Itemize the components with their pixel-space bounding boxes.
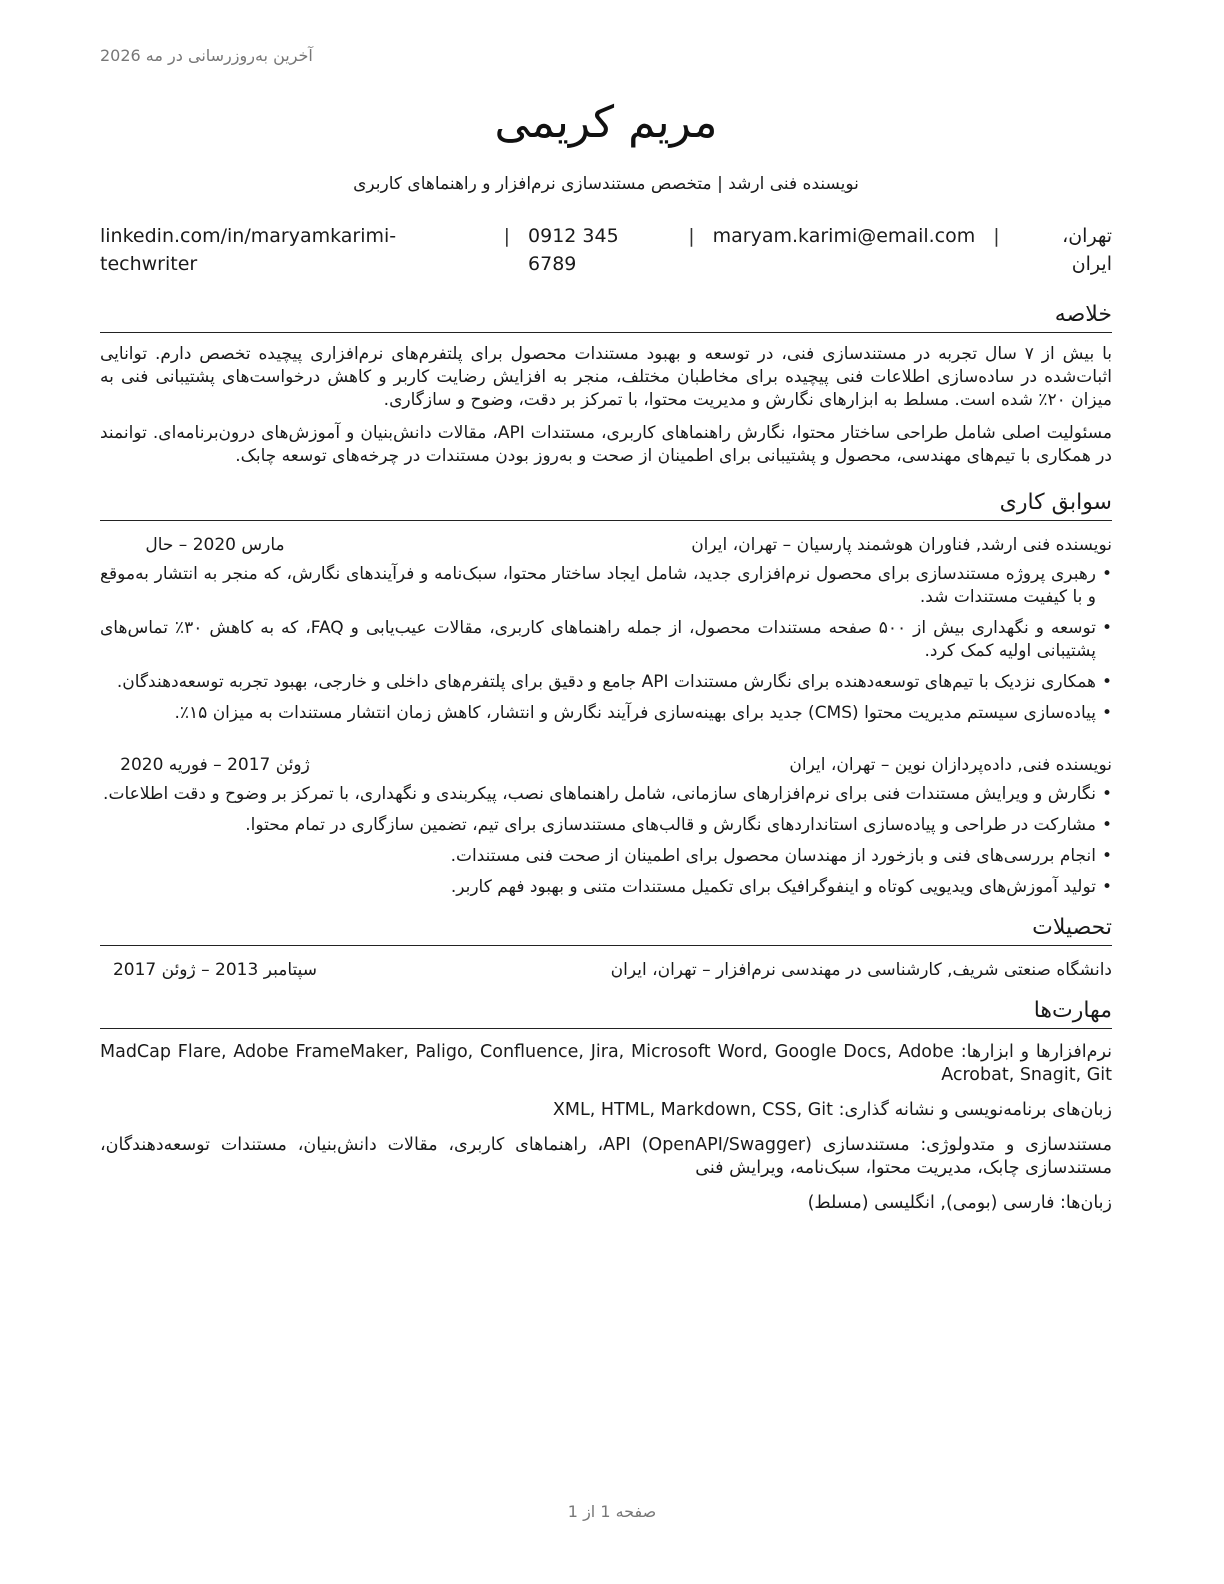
- job-entry: [100, 753, 1112, 899]
- education-dates: سپتامبر 2013 – ژوئن 2017: [112, 960, 318, 980]
- contact-separator: |: [503, 225, 511, 247]
- candidate-subtitle: نویسنده فنی ارشد | متخصص مستندسازی نرم‌افزار و راهنماهای کاربری: [353, 174, 859, 194]
- job-entry: [100, 533, 1112, 725]
- contact-linkedin[interactable]: linkedin.com/in/maryamkarimi-techwriter: [100, 225, 397, 275]
- skill-value: فارسی (بومی), انگلیسی (مسلط): [807, 1193, 1055, 1213]
- education-entry: [100, 958, 1112, 982]
- job-bullet: • پیاده‌سازی سیستم مدیریت محتوا (CMS) جدید برای بهینه‌سازی فرآیند نگارش و انتشار، کاهش زمان انتشار مستندات به میزان ۱۵٪.: [100, 702, 1112, 725]
- education-title: دانشگاه صنعتی شریف, کارشناسی در مهندسی نرم‌افزار – تهران، ایران: [610, 960, 1112, 980]
- resume-page: [100, 92, 1112, 1215]
- skill-value: MadCap Flare, Adobe FrameMaker, Paligo, Confluence, Jira, Microsoft Word, Google Docs, Adobe Acrobat, Snagit, Git: [100, 1042, 1112, 1085]
- skill-label: نرم‌افزارها و ابزارها:: [960, 1042, 1112, 1062]
- summary-paragraph: مسئولیت اصلی شامل طراحی ساختار محتوا، نگارش راهنماهای کاربری، مستندات API، مقالات دانش‌بنیان و آموزش‌های درون‌برنامه‌ای. توانمند در همکاری با تیم‌های مهندسی، محصول و پشتیبانی برای اطمینان از صحت و به‌روز بودن مستندات در چرخه‌های توسعه چابک.: [100, 423, 1112, 466]
- job-title: نویسنده فنی ارشد, فناوران هوشمند پارسیان – تهران، ایران: [691, 535, 1112, 555]
- summary-heading: خلاصه: [100, 300, 1112, 333]
- skill-label: مستندسازی و متدولوژی:: [920, 1135, 1112, 1155]
- summary-paragraph: با بیش از ۷ سال تجربه در مستندسازی فنی، در توسعه و بهبود مستندات محصول برای پلتفرم‌های نرم‌افزاری پیچیده تخصص دارم. توانایی اثبات‌شده در ساده‌سازی اطلاعات فنی پیچیده برای مخاطبان مختلف، منجر به افزایش رضایت کاربر و کاهش درخواست‌های پشتیبانی فنی به میزان ۲۰٪ شده است. مسلط به ابزارهای نگارش و مدیریت محتوا، با تمرکز بر دقت، وضوح و سازگاری.: [100, 344, 1112, 410]
- contact-email[interactable]: maryam.karimi@email.com: [712, 225, 976, 247]
- experience-heading: سوابق کاری: [100, 488, 1112, 521]
- skill-value: XML, HTML, Markdown, CSS, Git: [552, 1100, 833, 1120]
- job-title: نویسنده فنی, داده‌پردازان نوین – تهران، ایران: [789, 755, 1112, 775]
- contact-separator: |: [993, 225, 1000, 247]
- skill-code-languages: [100, 1099, 1112, 1122]
- job-bullet: • انجام بررسی‌های فنی و بازخورد از مهندسان محصول برای اطمینان از صحت فنی مستندات.: [100, 845, 1112, 868]
- skill-value: مستندسازی API (OpenAPI/Swagger)، راهنماهای کاربری، مقالات دانش‌بنیان، مستندات توسعه‌دهندگان، مستندسازی چابک، مدیریت محتوا، سبک‌نامه، ویرایش فنی: [100, 1135, 1112, 1178]
- contact-phone: 0912 345 6789: [528, 225, 619, 275]
- job-dates: ژوئن 2017 – فوریه 2020: [120, 755, 310, 775]
- job-bullet: • همکاری نزدیک با تیم‌های توسعه‌دهنده برای نگارش مستندات API جامع و دقیق برای پلتفرم‌های داخلی و خارجی، بهبود تجربه توسعه‌دهندگان.: [100, 671, 1112, 694]
- candidate-name: مریم کریمی: [494, 97, 718, 148]
- job-bullet: • تولید آموزش‌های ویدیویی کوتاه و اینفوگرافیک برای تکمیل مستندات متنی و بهبود فهم کاربر.: [100, 876, 1112, 899]
- contact-line: [100, 222, 1112, 278]
- page-number: صفحه 1 از 1: [567, 1502, 657, 1521]
- skill-label: زبان‌ها:: [1060, 1193, 1112, 1213]
- skill-languages: [100, 1192, 1112, 1215]
- skills-heading: مهارت‌ها: [100, 996, 1112, 1029]
- last-updated: آخرین به‌روزرسانی در مه 2026: [100, 46, 313, 65]
- job-bullet: • توسعه و نگهداری بیش از ۵۰۰ صفحه مستندات محصول، از جمله راهنماهای کاربری، مقالات عیب‌یابی و FAQ، که به کاهش ۳۰٪ تماس‌های پشتیبانی اولیه کمک کرد.: [100, 617, 1112, 663]
- job-bullet: • رهبری پروژه مستندسازی برای محصول نرم‌افزاری جدید، شامل ایجاد ساختار محتوا، سبک‌نامه و فرآیندهای نگارش، که منجر به انتشار به‌موقع و با کیفیت مستندات شد.: [100, 563, 1112, 609]
- contact-location: تهران، ایران: [1062, 225, 1112, 275]
- job-bullet: • نگارش و ویرایش مستندات فنی برای نرم‌افزارهای سازمانی، شامل راهنماهای نصب، پیکربندی و نگهداری، با تمرکز بر وضوح و دقت اطلاعات.: [100, 783, 1112, 806]
- education-heading: تحصیلات: [100, 913, 1112, 946]
- job-bullet: • مشارکت در طراحی و پیاده‌سازی استانداردهای نگارش و قالب‌های مستندسازی برای تیم، تضمین سازگاری در تمام محتوا.: [100, 814, 1112, 837]
- skill-tools: [100, 1041, 1112, 1087]
- contact-separator: |: [688, 225, 695, 247]
- skill-label: زبان‌های برنامه‌نویسی و نشانه گذاری:: [838, 1100, 1112, 1120]
- job-dates: مارس 2020 – حال: [145, 535, 285, 555]
- skill-methods: [100, 1134, 1112, 1180]
